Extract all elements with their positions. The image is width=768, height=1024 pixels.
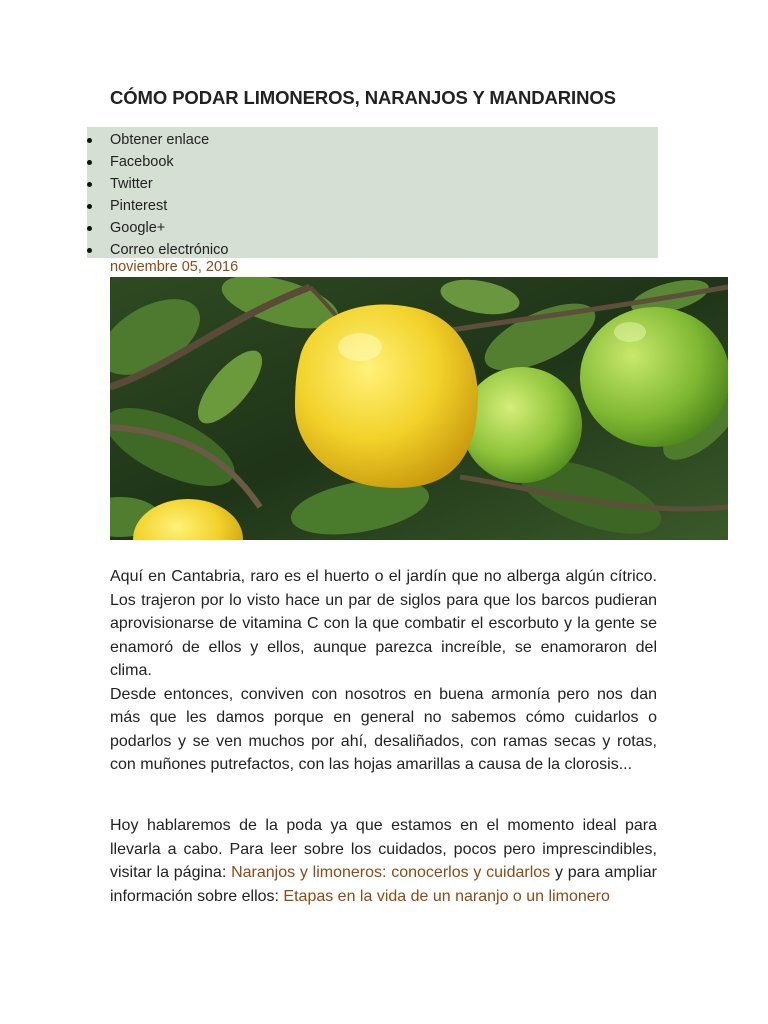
share-twitter[interactable] (87, 173, 228, 195)
share-google-plus[interactable] (87, 217, 228, 239)
share-list (87, 129, 228, 261)
link-care-page[interactable]: Naranjos y limoneros: conocerlos y cuidarlos (231, 864, 551, 881)
bullet-icon (87, 248, 92, 253)
citrus-photo (110, 277, 728, 540)
share-email[interactable] (87, 239, 228, 261)
paragraph-intro-part2: Desde entonces, conviven con nosotros en buena armonía pero nos dan más que les damos porque en general no sabemos cómo cuidarlos o podarlos y se ven muchos por ahí, desaliñados, con ramas secas y rotas, con muñones putrefactos, con las hojas amarillas a causa de la clorosis... (110, 685, 657, 773)
paragraph-intro-part1: Aquí en Cantabria, raro es el huerto o el jardín que no alberga algún cítrico. Los trajeron por lo visto hace un par de siglos para que los barcos pudieran aprovisionarse de vitamina C con la que combatir el escorbuto y la gente se enamoró de ellos y ellos, aunque parezca increíble, se enamoraron del clima. (110, 568, 657, 679)
share-item-label: Obtener enlace (110, 132, 210, 148)
article-title: CÓMO PODAR LIMONEROS, NARANJOS Y MANDARINOS (110, 87, 616, 108)
paragraph-intro (110, 565, 657, 777)
bullet-icon (87, 160, 92, 165)
post-date[interactable]: noviembre 05, 2016 (110, 259, 239, 275)
share-item-label: Twitter (110, 176, 153, 192)
share-item-label: Pinterest (110, 198, 168, 214)
share-facebook[interactable] (87, 151, 228, 173)
share-menu (87, 127, 658, 258)
paragraph-text: y para ampliar información sobre ellos: (110, 864, 658, 905)
citrus-photo-svg (110, 277, 728, 540)
bullet-icon (87, 204, 92, 209)
bullet-icon (87, 226, 92, 231)
paragraph-text: Hoy hablaremos de la poda ya que estamos en el momento ideal para llevarla a cabo. Para leer sobre los cuidados, pocos pero imprescindibles, visitar la página: (110, 817, 657, 881)
share-get-link[interactable] (87, 129, 228, 151)
share-item-label: Correo electrónico (110, 242, 229, 258)
link-life-stages[interactable]: Etapas en la vida de un naranjo o un limonero (283, 887, 610, 905)
share-item-label: Google+ (110, 220, 166, 236)
paragraph-pruning (110, 814, 657, 908)
share-item-label: Facebook (110, 154, 174, 170)
bullet-icon (87, 138, 92, 143)
bullet-icon (87, 182, 92, 187)
share-pinterest[interactable] (87, 195, 228, 217)
